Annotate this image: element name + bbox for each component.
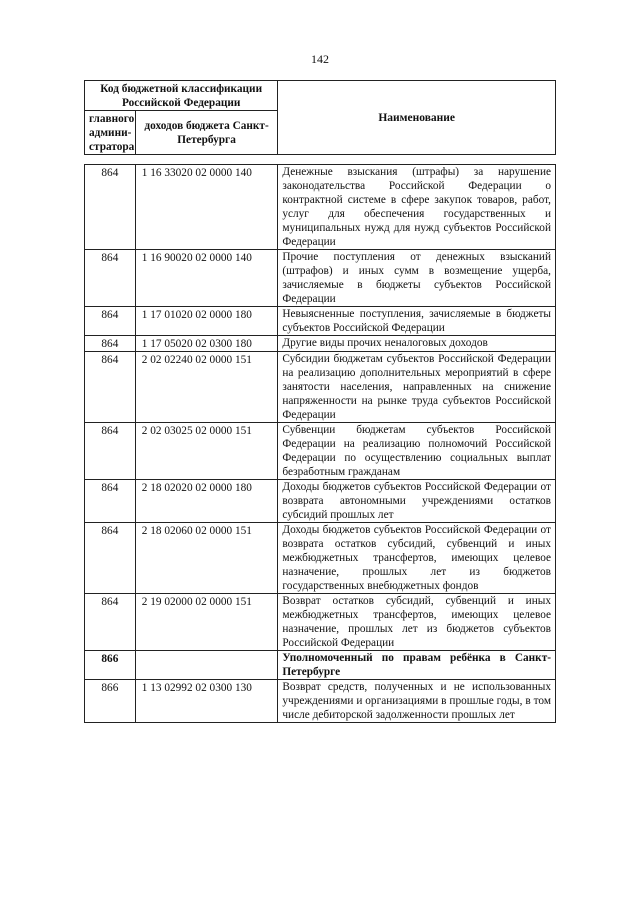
table-row [85, 480, 556, 523]
budget-table [84, 164, 556, 723]
admin-code-cell: 864 [85, 352, 136, 423]
name-cell: Доходы бюджетов субъектов Российской Федерации от возврата автономными учреждениями остатков субсидий прошлых лет [278, 480, 556, 523]
name-cell: Уполномоченный по правам ребёнка в Санкт-Петербурге [278, 651, 556, 680]
revenue-code-cell: 1 16 33020 02 0000 140 [135, 165, 278, 250]
revenue-code-cell: 2 19 02000 02 0000 151 [135, 594, 278, 651]
header-admin: главного админи-стратора [85, 111, 136, 155]
admin-code-cell: 864 [85, 307, 136, 336]
header-revenue-code: доходов бюджета Санкт-Петербурга [135, 111, 278, 155]
table-row [85, 336, 556, 352]
revenue-code-cell: 1 17 01020 02 0000 180 [135, 307, 278, 336]
admin-code-cell: 866 [85, 680, 136, 723]
table-row [85, 307, 556, 336]
admin-code-cell: 864 [85, 523, 136, 594]
page-number: 142 [311, 52, 329, 66]
header-group-title: Код бюджетной классификации Российской Федерации [85, 81, 278, 111]
revenue-code-cell: 1 13 02992 02 0300 130 [135, 680, 278, 723]
name-cell: Доходы бюджетов субъектов Российской Федерации от возврата остатков субсидий, субвенций и иных межбюджетных трансфертов, имеющих целевое назначение, прошлых лет из бюджетов государственных внебюджетных фондов [278, 523, 556, 594]
name-cell: Субсидии бюджетам субъектов Российской Федерации на реализацию дополнительных мероприятий в сфере занятости населения, направленных на снижение напряженности на рынке труда субъектов Российской Федерации [278, 352, 556, 423]
name-cell: Прочие поступления от денежных взысканий (штрафов) и иных сумм в возмещение ущерба, зачисляемые в бюджеты субъектов Российской Федерации [278, 250, 556, 307]
table-row [85, 250, 556, 307]
admin-code-cell: 864 [85, 480, 136, 523]
revenue-code-cell: 1 16 90020 02 0000 140 [135, 250, 278, 307]
revenue-code-cell: 1 17 05020 02 0300 180 [135, 336, 278, 352]
name-cell: Другие виды прочих неналоговых доходов [278, 336, 556, 352]
name-cell: Возврат остатков субсидий, субвенций и иных межбюджетных трансфертов, имеющих целевое назначение, прошлых лет из бюджетов субъектов Российской Федерации [278, 594, 556, 651]
admin-code-cell: 864 [85, 250, 136, 307]
revenue-code-cell [135, 651, 278, 680]
name-cell: Субвенции бюджетам субъектов Российской Федерации на реализацию полномочий Российской Федерации по осуществлению социальных выплат безработным гражданам [278, 423, 556, 480]
name-cell: Невыясненные поступления, зачисляемые в бюджеты субъектов Российской Федерации [278, 307, 556, 336]
revenue-code-cell: 2 18 02020 02 0000 180 [135, 480, 278, 523]
revenue-code-cell: 2 18 02060 02 0000 151 [135, 523, 278, 594]
admin-code-cell: 864 [85, 165, 136, 250]
table-row [85, 651, 556, 680]
table-row [85, 352, 556, 423]
admin-code-cell: 866 [85, 651, 136, 680]
table-row [85, 594, 556, 651]
table-row [85, 423, 556, 480]
table-row [85, 680, 556, 723]
table-row [85, 523, 556, 594]
revenue-code-cell: 2 02 03025 02 0000 151 [135, 423, 278, 480]
name-cell: Возврат средств, полученных и не использованных учреждениями и организациями в прошлые годы, в том числе дебиторской задолженности прошлых лет [278, 680, 556, 723]
admin-code-cell: 864 [85, 336, 136, 352]
name-cell: Денежные взыскания (штрафы) за нарушение законодательства Российской Федерации о контрактной системе в сфере закупок товаров, работ, услуг для обеспечения государственных и муниципальных нужд для нужд субъектов Российской Федерации [278, 165, 556, 250]
admin-code-cell: 864 [85, 594, 136, 651]
table-row [85, 165, 556, 250]
revenue-code-cell: 2 02 02240 02 0000 151 [135, 352, 278, 423]
header-name: Наименование [278, 81, 556, 155]
admin-code-cell: 864 [85, 423, 136, 480]
table-header [84, 80, 556, 155]
